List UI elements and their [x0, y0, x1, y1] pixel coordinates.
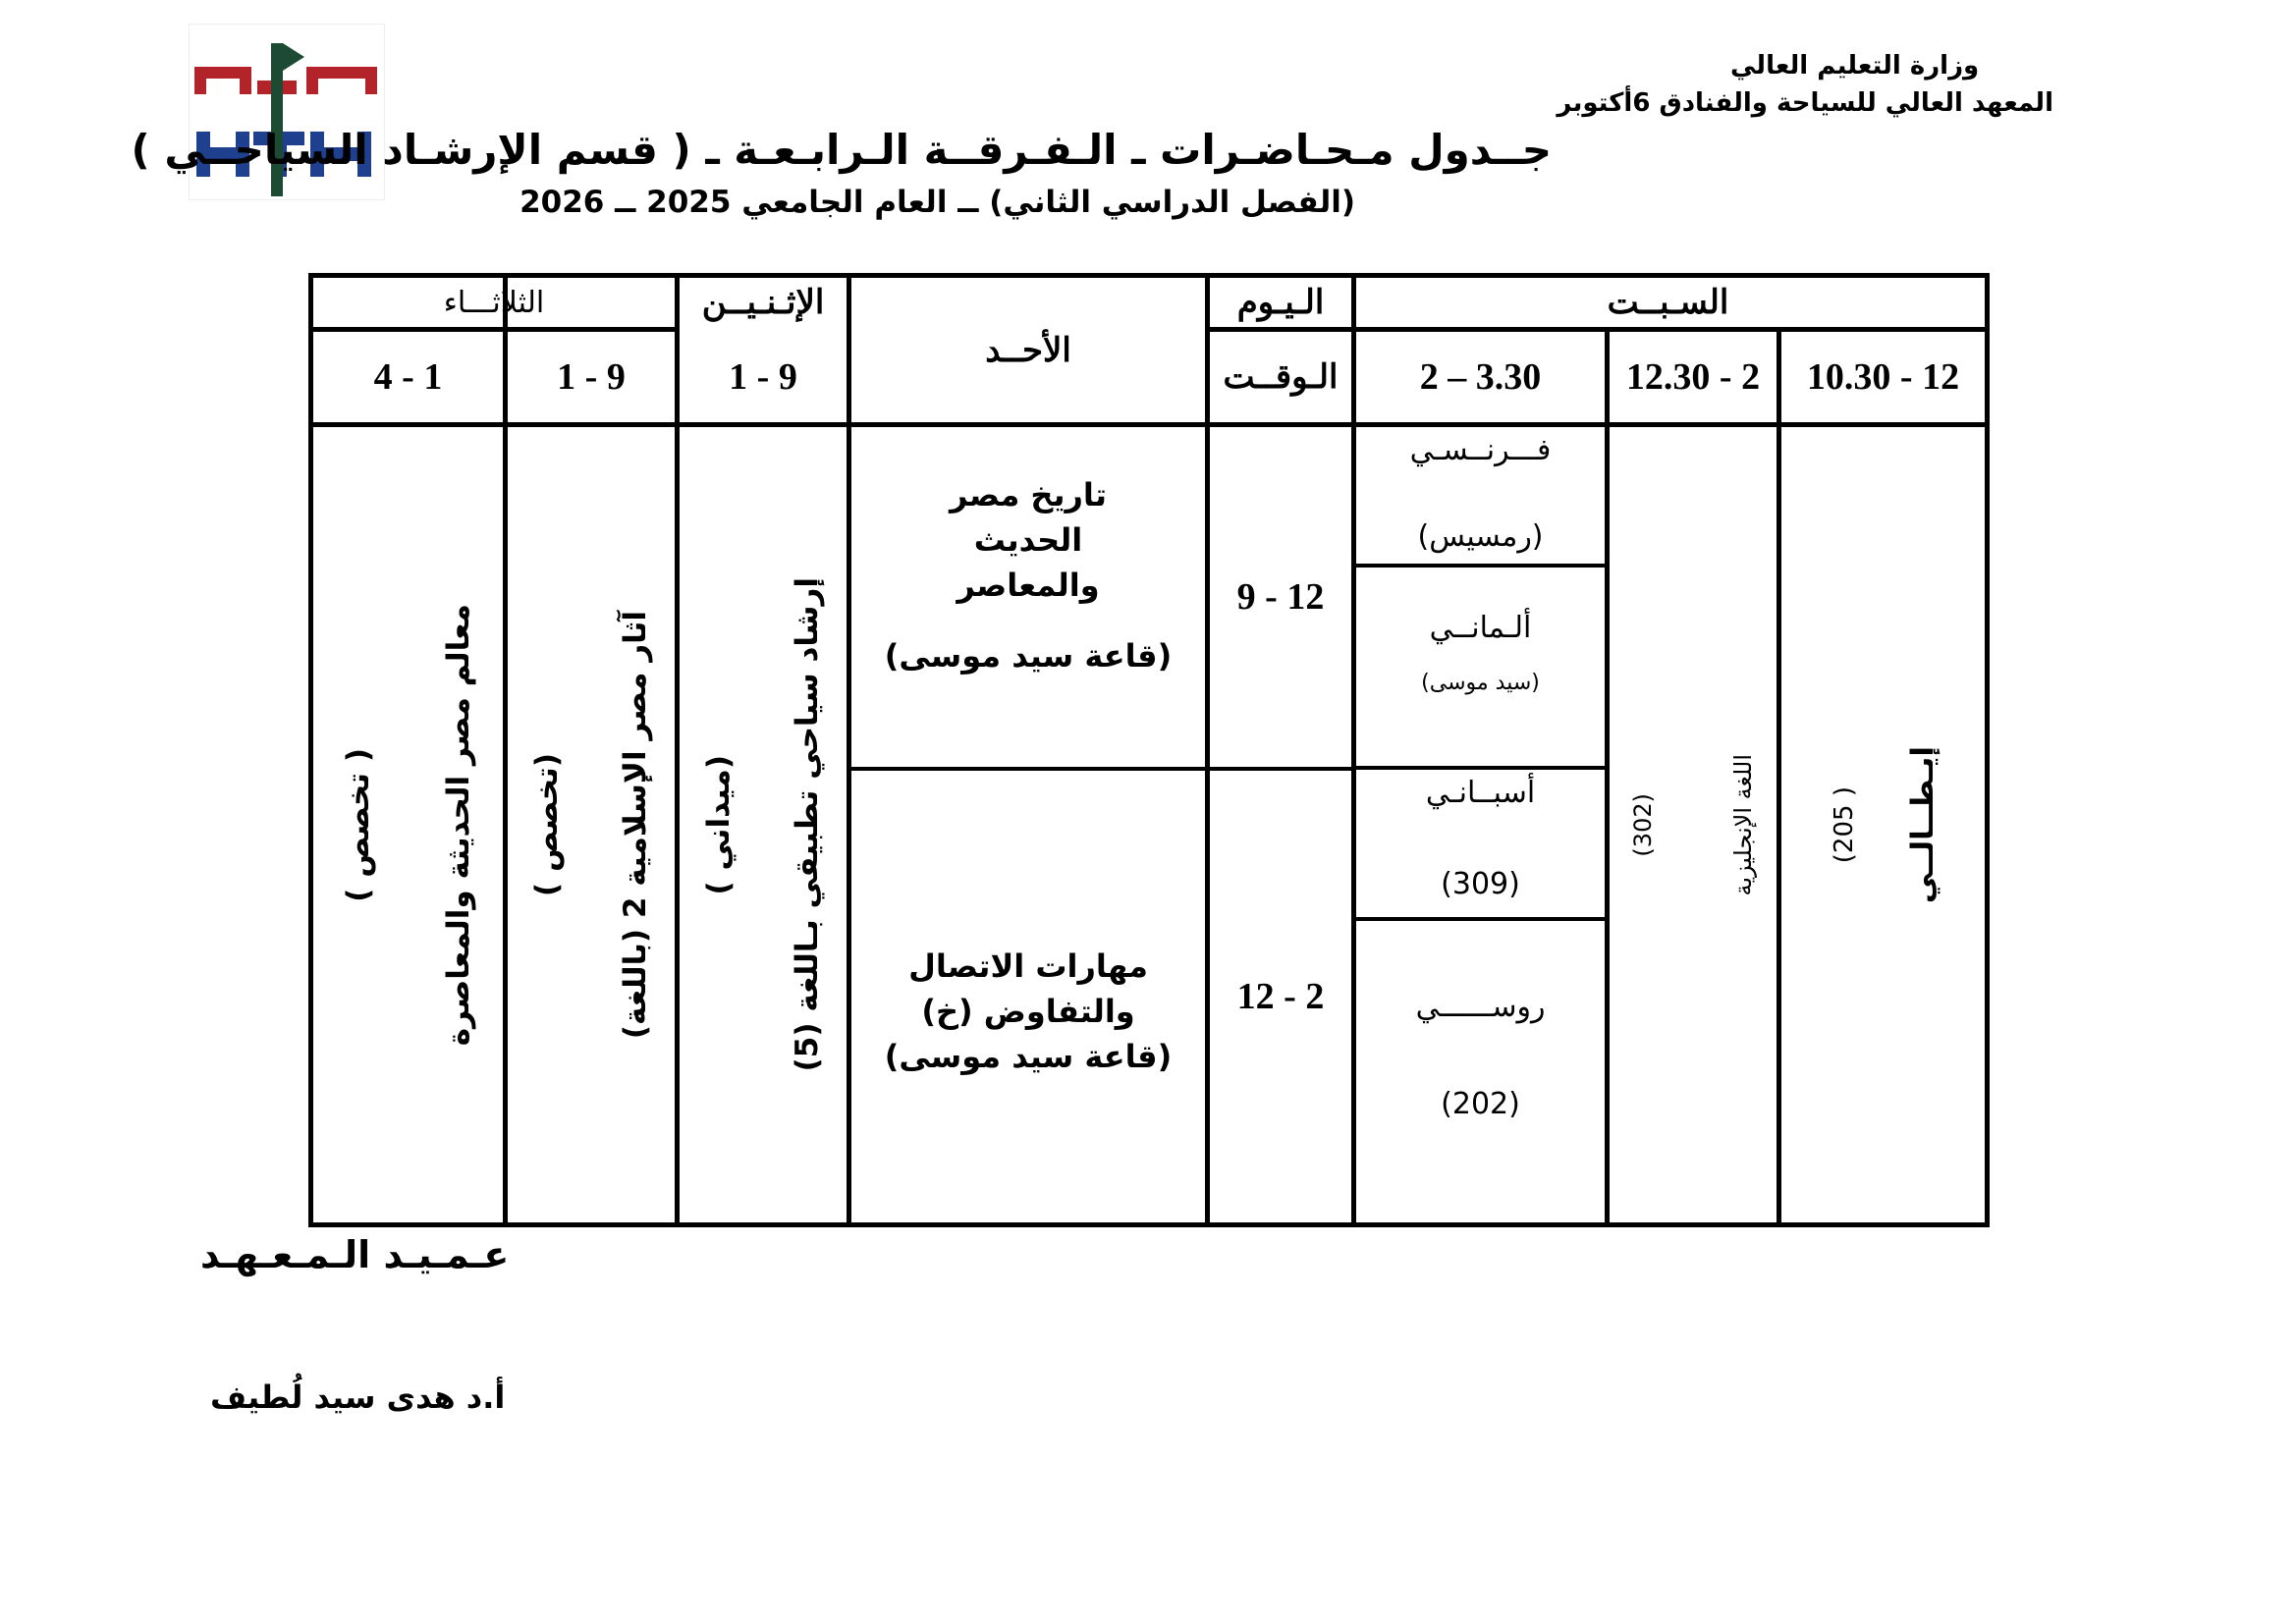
saturday-time-2: 2 - 12.30	[1625, 356, 1761, 398]
tuesday-time-1: 9 - 1	[557, 356, 626, 398]
course-name: تاريخ مصر الحديث والمعاصر	[950, 476, 1107, 604]
day-tuesday: الثلاثـــاء	[443, 285, 545, 320]
room-name: (رمسيس)	[1417, 519, 1544, 554]
saturday-language-cell	[1356, 427, 1605, 564]
saturday-language-cell	[1356, 568, 1605, 766]
day-header-label: الـيـوم	[1236, 285, 1325, 321]
course-name: فـــرنــسـي	[1409, 433, 1552, 467]
saturday-time-1: 12 - 10.30	[1806, 356, 1960, 398]
room-name: ( 205)	[1829, 785, 1859, 864]
room-name: (سيد موسى)	[1421, 671, 1540, 695]
course-name: مهارات الاتصال والتفاوض (خ)	[908, 947, 1148, 1030]
course-note: (ميداني )	[701, 754, 737, 895]
course-note: ( تخصص )	[340, 747, 376, 902]
saturday-time-3: 3.30 – 2	[1419, 356, 1542, 398]
day-saturday: السـبــت	[1607, 285, 1729, 321]
course-name: آثار مصر الإسلامية 2 (باللغة)	[618, 610, 653, 1040]
dean-title: عـمـيـد الـمـعـهـد	[200, 1233, 510, 1276]
sunday-slot-time: 2 - 12	[1236, 976, 1325, 1017]
tuesday-course-cell	[508, 427, 675, 1222]
tuesday-course-cell	[313, 427, 503, 1222]
course-name: اللغة الإنجليزية	[1729, 753, 1757, 896]
day-sunday: الأحــد	[985, 332, 1071, 369]
schedule-table	[308, 273, 1990, 1227]
institute-name: المعهد العالي للسياحة والفنادق 6أكتوبر	[1557, 88, 2053, 118]
course-note: (تخصص )	[529, 753, 565, 896]
room-name: (202)	[1441, 1087, 1520, 1121]
course-name: أسبــانـي	[1425, 776, 1536, 810]
course-name: ألـمانــي	[1429, 611, 1532, 645]
room-name: (309)	[1441, 867, 1520, 901]
saturday-language-cell	[1356, 770, 1605, 917]
institute-logo	[189, 24, 385, 200]
room-name: (302)	[1629, 792, 1657, 857]
saturday-english-cell	[1610, 427, 1777, 1222]
saturday-italian-cell	[1781, 427, 1985, 1222]
dean-name: أ.د هدى سيد لُطيف	[210, 1379, 506, 1416]
sunday-course-cell	[851, 427, 1205, 767]
course-name: روســــــي	[1415, 990, 1546, 1024]
monday-time: 9 - 1	[729, 356, 797, 398]
tuesday-time-2: 1 - 4	[373, 356, 443, 398]
page-title: جــدول مـحـاضـرات ـ الـفـرقــة الـرابـعـة ـ ( قسم الإرشـاد السياحــي )	[131, 126, 1552, 174]
sunday-course-cell	[851, 771, 1205, 1222]
course-name: إرشاد سياحي تطبيقي بـاللغة (5)	[790, 577, 825, 1072]
day-monday: الإثـنـيــن	[701, 285, 825, 321]
monday-course-cell	[680, 427, 847, 1222]
room-name: (قاعة سيد موسى)	[884, 1038, 1173, 1075]
time-header-label: الـوقــت	[1223, 359, 1339, 396]
sunday-slot-time: 12 - 9	[1236, 576, 1325, 618]
course-name: معالم مصر الحديثة والمعاصرة	[440, 603, 476, 1047]
room-name: (قاعة سيد موسى)	[884, 637, 1173, 675]
course-name: إيـطــالــي	[1904, 745, 1941, 904]
page-subtitle: (الفصل الدراسي الثاني) ــ العام الجامعي 2025 ــ 2026	[519, 185, 1355, 220]
saturday-language-cell	[1356, 921, 1605, 1222]
ministry-name: وزارة التعليم العالي	[1730, 51, 1980, 81]
